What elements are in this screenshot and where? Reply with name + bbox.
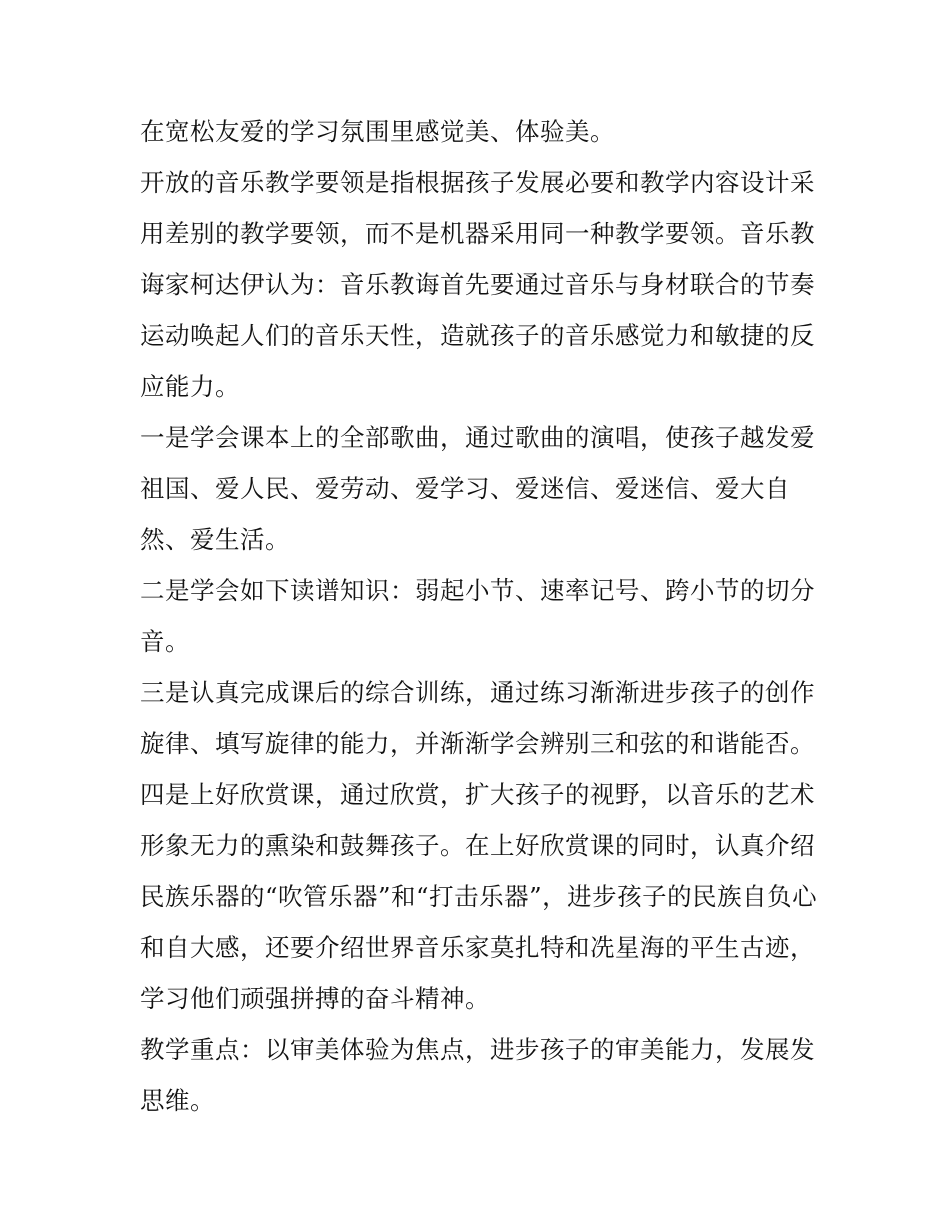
paragraph-1: 在宽松友爱的学习氛围里感觉美、体验美。 [140, 117, 615, 146]
paragraph-5: 三是认真完成课后的综合训练，通过练习渐渐进步孩子的创作旋律、填写旋律的能力，并渐渐学会辨别三和弦的和谐能否。 [140, 678, 815, 758]
paragraph-3: 一是学会课本上的全部歌曲，通过歌曲的演唱，使孩子越发爱祖国、爱人民、爱劳动、爱学习、爱迷信、爱迷信、爱大自然、爱生活。 [140, 423, 815, 554]
paragraph-7: 教学重点：以审美体验为焦点，进步孩子的审美能力，发展发思维。 [140, 1035, 815, 1115]
paragraph-4: 二是学会如下读谱知识：弱起小节、速率记号、跨小节的切分音。 [140, 576, 815, 656]
paragraph-6: 四是上好欣赏课，通过欣赏，扩大孩子的视野，以音乐的艺术形象无力的熏染和鼓舞孩子。在上好欣赏课的同时，认真介绍民族乐器的“吹管乐器”和“打击乐器”，进步孩子的民族自负心和自大感，还要介绍世界音乐家莫扎特和冼星海的平生古迹，学习他们顽强拼搏的奋斗精神。 [140, 780, 818, 1013]
document-body [140, 106, 820, 1126]
paragraph-2: 开放的音乐教学要领是指根据孩子发展必要和教学内容设计采用差别的教学要领，而不是机器采用同一种教学要领。音乐教诲家柯达伊认为：音乐教诲首先要通过音乐与身材联合的节奏运动唤起人们的音乐天性，造就孩子的音乐感觉力和敏捷的反应能力。 [140, 168, 815, 401]
